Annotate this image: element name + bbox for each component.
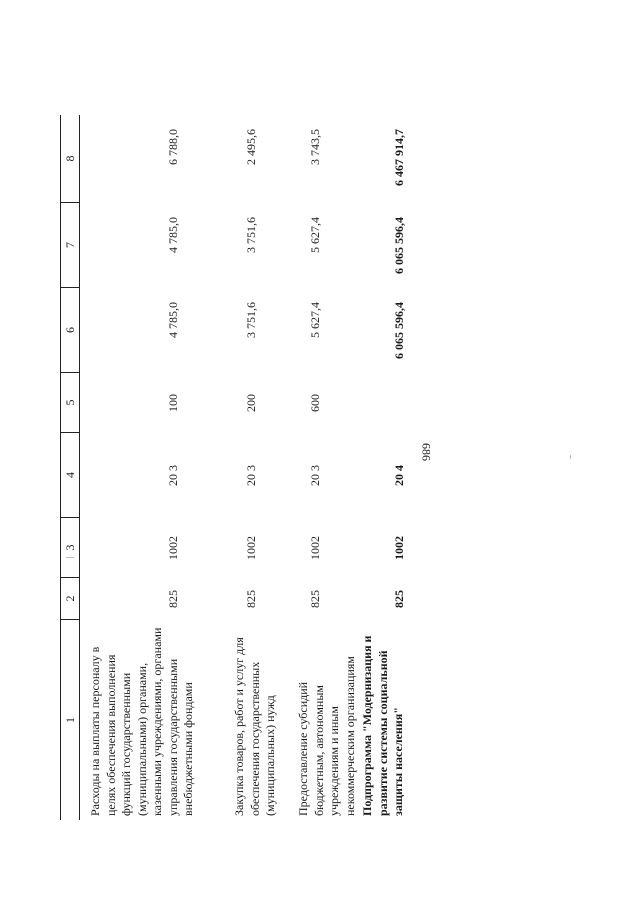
cell-col-8: 3 743,5	[308, 129, 322, 165]
cell-col-4: 20 4	[392, 465, 406, 486]
cell-col-8: 6 467 914,7	[392, 129, 406, 186]
table-row	[360, 115, 426, 820]
row-name: Подпрограмма "Модернизация и развитие системы социальной защиты населения"	[360, 635, 405, 816]
cell-col-6: 5 627,4	[308, 302, 322, 338]
header-col-3: 3	[61, 518, 79, 578]
cell-col-5: 600	[308, 394, 322, 412]
cell-col-4: 20 3	[308, 465, 322, 486]
table-row	[232, 115, 292, 820]
cell-col-7: 6 065 596,4	[392, 217, 406, 274]
cell-col-2: 825	[308, 590, 322, 608]
cell-col-5: 100	[166, 394, 180, 412]
header-col-7: 7	[61, 203, 79, 288]
cell-col-5: 200	[244, 394, 258, 412]
cell-col-3: 1002	[244, 536, 258, 560]
header-col-5: 5	[61, 373, 79, 433]
cell-col-8: 2 495,6	[244, 129, 258, 165]
header-col-6: 6	[61, 288, 79, 373]
header-col-1: 1	[62, 717, 77, 723]
page-number: 686	[419, 443, 434, 461]
row-name: Предоставление субсидий бюджетным, автономным учреждениям и иным некоммерческим организациям	[296, 656, 357, 816]
row-name: Расходы на выплаты персоналу в целях обеспечения выполнения функций государственными (муниципальными) органами, казенными учреждениями, органами управления государственными внебюджетными фондами	[88, 627, 195, 816]
cell-col-6: 6 065 596,4	[392, 302, 406, 359]
cell-col-3: 1002	[308, 536, 322, 560]
cell-col-8: 6 788,0	[166, 129, 180, 165]
cell-col-3: 1002	[166, 536, 180, 560]
header-col-2: 2	[61, 578, 79, 620]
table-row	[88, 115, 208, 820]
header-col-4: 4	[61, 433, 79, 518]
cell-col-7: 4 785,0	[166, 217, 180, 253]
cell-col-7: 5 627,4	[308, 217, 322, 253]
scan-speck	[570, 455, 571, 459]
cell-col-4: 20 3	[166, 465, 180, 486]
cell-col-2: 825	[166, 590, 180, 608]
cell-col-6: 4 785,0	[166, 302, 180, 338]
cell-col-3: 1002	[392, 536, 406, 560]
budget-table	[60, 115, 433, 820]
table-row	[296, 115, 360, 820]
cell-col-4: 20 3	[244, 465, 258, 486]
cell-col-6: 3 751,6	[244, 302, 258, 338]
table-header-row	[60, 115, 80, 820]
cell-col-2: 825	[244, 590, 258, 608]
row-name: Закупка товаров, работ и услуг для обеспечения государственных (муниципальных) нужд	[232, 637, 277, 816]
cell-col-7: 3 751,6	[244, 217, 258, 253]
scan-mark	[66, 557, 74, 558]
cell-col-2: 825	[392, 590, 406, 608]
header-col-8: 8	[61, 115, 79, 203]
